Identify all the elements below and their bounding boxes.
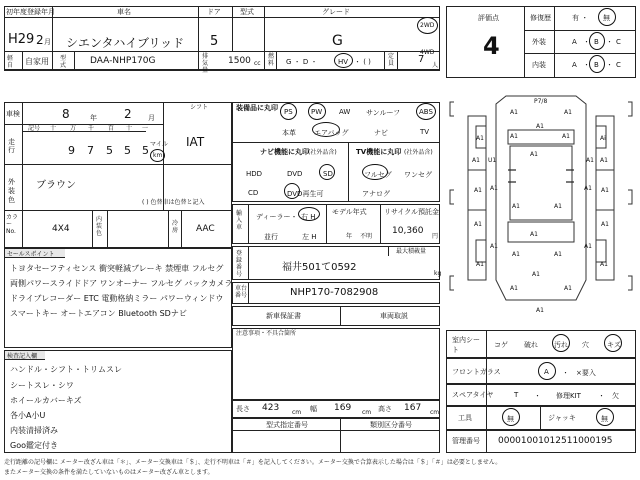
damage-mark: A1 xyxy=(474,221,482,228)
interior-color-label: 内装色 xyxy=(96,216,103,237)
score-label: 評価点 xyxy=(478,14,499,22)
sales-point-label: セールスポイント xyxy=(5,249,65,258)
recycle-label: リサイクル預託金 xyxy=(384,208,440,216)
color-label: 外装色 xyxy=(8,178,15,204)
spare-missing: 欠 xyxy=(612,392,619,400)
damage-mark: A1 xyxy=(564,109,572,116)
inspector-line: シートスレ・シワ xyxy=(10,381,74,390)
import-label: 輸入車 xyxy=(236,210,243,231)
odometer-label: 走行 xyxy=(8,138,15,154)
chassis-number: NHP170-7082908 xyxy=(290,287,379,298)
recycle: 10,360 xyxy=(392,226,424,236)
exterior-b: B xyxy=(594,38,599,46)
inspection-label: 車検 xyxy=(6,110,20,118)
repair-yes: 有 ・ xyxy=(572,14,589,22)
reg-date-label: 初年度登録年月 xyxy=(6,8,55,16)
height: 167 xyxy=(404,403,422,413)
interior-a: A xyxy=(572,61,577,69)
capacity-unit: 人 xyxy=(432,62,439,69)
score: 4 xyxy=(483,32,500,60)
damage-mark: A1 xyxy=(532,271,540,278)
footer-line2: またメーター交換の条件を満たしていないものはメーター改ざん車とします。 xyxy=(4,469,214,476)
damage-mark: A1 xyxy=(536,307,544,314)
tv-analog: アナログ xyxy=(362,190,390,198)
damage-mark: A1 xyxy=(584,185,592,192)
model-type: DAA-NHP170G xyxy=(90,56,156,66)
capacity-label: 定員 xyxy=(388,53,395,67)
repair-no: 無 xyxy=(603,14,610,22)
inspector-line: ハンドル・シフト・トリムスレ xyxy=(10,365,122,374)
damage-mark: A1 xyxy=(510,285,518,292)
color-note: ( ) 色替車は色替と記入 xyxy=(142,199,205,206)
jack-value: 無 xyxy=(601,415,608,423)
odo-digit: 7 xyxy=(87,144,94,157)
damage-mark: A1 xyxy=(586,157,594,164)
drive-4wd: 4WD xyxy=(420,49,435,56)
chassis-label: 車台番号 xyxy=(235,285,248,299)
inspection-year: 8 xyxy=(62,107,70,121)
notes-box xyxy=(232,328,440,400)
spare-t: T xyxy=(514,391,519,399)
interior-dot2: ・ xyxy=(606,61,613,69)
length-cm: cm xyxy=(292,409,302,416)
notes-label: 注意事項・不具合箇所 xyxy=(236,330,297,337)
damage-mark: P7/8 xyxy=(534,98,548,105)
nav-sd: SD xyxy=(323,170,333,178)
repair-label: 修復歴 xyxy=(530,14,551,22)
capacity: 7 xyxy=(418,54,425,65)
inspector-line: 内装清掃済み xyxy=(10,426,58,435)
odo-digit: 5 xyxy=(124,144,131,157)
spare-dot2: ・ xyxy=(598,392,605,400)
equip-airbag: エアバッグ xyxy=(314,129,349,137)
damage-mark: A1 xyxy=(512,251,520,258)
mgmt-label: 管理番号 xyxy=(452,437,480,445)
import-dealer: ディーラー・ xyxy=(256,213,298,221)
inspector-line: 各小A小U xyxy=(10,411,46,420)
drive-2wd: 2WD xyxy=(420,22,435,29)
odo-unit-km: km xyxy=(153,152,163,159)
odo-col-hyaku: 百 xyxy=(108,125,115,132)
equip-sunroof: サンルーフ xyxy=(366,109,401,117)
odo-col-sen: 千 xyxy=(88,125,95,132)
odo-col-juu: 十 xyxy=(126,125,133,132)
model-label: 型式 xyxy=(240,8,254,16)
equipment-label: 装備品に丸印 xyxy=(236,104,278,112)
exterior-c: C xyxy=(616,38,621,46)
reg-month: 2 xyxy=(36,33,44,47)
width-label: 幅 xyxy=(310,405,317,413)
width: 169 xyxy=(334,403,352,413)
damage-mark: A1 xyxy=(476,261,484,268)
cooling-value: AAC xyxy=(196,224,215,234)
seat-tear: 破れ xyxy=(524,341,538,349)
displacement: 1500 xyxy=(228,56,251,66)
odo-col-10man: 十 xyxy=(50,125,57,132)
fuel-options: G ・ D ・ xyxy=(286,58,318,66)
grade-label: グレード xyxy=(322,8,350,16)
damage-mark: A1 xyxy=(510,109,518,116)
tools-label: 工具 xyxy=(458,414,472,422)
tv-fullseg: フルセグ xyxy=(364,171,392,179)
odo-col-man: 万 xyxy=(70,125,77,132)
nav-sub: (社外品含) xyxy=(308,149,337,156)
nav-hdd: HDD xyxy=(246,170,263,178)
damage-mark: A1 xyxy=(600,261,608,268)
exterior-dot: ・ xyxy=(583,38,590,46)
usage: 自家用 xyxy=(25,57,49,66)
sales-point-line: ドライブレコーダー ETC 電動格納ミラー パワーウィンドウ xyxy=(10,294,224,303)
damage-mark: A1 xyxy=(554,203,562,210)
damage-mark: A1 xyxy=(601,221,609,228)
exterior-dot2: ・ xyxy=(606,38,613,46)
cc-unit: cc xyxy=(254,60,261,67)
nav-label: ナビ機能に丸印 xyxy=(260,148,309,156)
equip-abs: ABS xyxy=(419,108,433,116)
reg-month-unit: 月 xyxy=(44,38,51,46)
nav-dvd-play: DVD再生可 xyxy=(287,190,324,198)
registration-label: 登録番号 xyxy=(236,250,243,278)
damage-mark: A1 xyxy=(584,243,592,250)
fuel-extra: ・ ( ) xyxy=(354,58,371,66)
fuel-label: 燃料 xyxy=(268,53,275,67)
tv-label: TV機能に丸印 xyxy=(356,148,402,156)
handle-right: 右 H xyxy=(301,213,316,221)
seat-hole: 穴 xyxy=(582,341,589,349)
inspector-line: Goo鑑定付き xyxy=(10,441,58,450)
nav-cd: CD xyxy=(248,189,259,197)
tv-oneseg: ワンセグ xyxy=(404,171,432,179)
model-type-label: 型式 xyxy=(60,55,67,69)
equip-ps: PS xyxy=(284,108,293,116)
shift: IAT xyxy=(186,135,205,149)
car-rear-window xyxy=(508,222,574,242)
class-label: 類別区分番号 xyxy=(370,421,412,429)
odo-unit-mile: マイル xyxy=(150,141,168,148)
odo-digit: 5 xyxy=(142,144,149,157)
jack-label: ジャッキ xyxy=(548,414,576,422)
interior-b: B xyxy=(594,61,599,69)
seat-dirt: 汚れ xyxy=(554,341,568,349)
damage-mark: A1 xyxy=(512,203,520,210)
equip-pw: PW xyxy=(311,108,323,116)
sales-point-line: トヨタセーフティセンス 衝突軽減ブレーキ 禁煙車 フルセグ xyxy=(10,264,224,273)
sales-point-line: 両側パワースライドドア ワンオーナー フルセグ バックカメラ xyxy=(10,279,233,288)
seat-scratch: キズ xyxy=(607,341,621,349)
inspection-year-unit: 年 xyxy=(90,114,97,122)
height-label: 高さ xyxy=(378,405,392,413)
damage-mark: A1 xyxy=(510,133,518,140)
interior-label: 内装 xyxy=(532,61,546,69)
damage-mark: A1 xyxy=(601,187,609,194)
color-value: ブラウン xyxy=(36,180,76,191)
glass-a: A xyxy=(544,368,549,376)
car-name: シエンタハイブリッド xyxy=(66,36,185,50)
seat-label: 室内シート xyxy=(452,336,480,354)
displacement-label: 排気量 xyxy=(202,53,209,74)
grade: G xyxy=(332,33,343,49)
damage-mark: A1 xyxy=(490,185,498,192)
glass-label: フロントガラス xyxy=(452,368,501,376)
shift-label: シフト xyxy=(190,104,209,111)
mgmt-number: 00001001012511000195 xyxy=(498,436,613,446)
odo-col-ichi: 一 xyxy=(142,125,149,132)
damage-mark: A1 xyxy=(564,285,572,292)
model-year-unknown: 不明 xyxy=(360,233,373,240)
drive-value: 4X4 xyxy=(52,224,70,234)
damage-mark: A1 xyxy=(600,157,608,164)
sales-point-line: スマートキー オートエアコン Bluetooth SDナビ xyxy=(10,309,187,318)
cooling-label: 冷房 xyxy=(172,220,179,234)
inspector-line: ホイールカバーキズ xyxy=(10,396,82,405)
fuel-hv: HV xyxy=(338,58,349,66)
yen: 円 xyxy=(432,233,439,240)
height-cm: cm xyxy=(430,409,440,416)
inspection-month-unit: 月 xyxy=(148,114,155,122)
interior-c: C xyxy=(616,61,621,69)
damage-mark: A1 xyxy=(474,187,482,194)
damage-mark: A1 xyxy=(562,133,570,140)
inspection-month: 2 xyxy=(124,107,132,121)
damage-mark: A1 xyxy=(530,231,538,238)
reg-year: H29 xyxy=(8,32,35,47)
width-cm: cm xyxy=(362,409,372,416)
warranty-box xyxy=(232,306,440,326)
wheel-rl xyxy=(476,240,486,262)
kei-label: 軽自 xyxy=(7,55,14,69)
model-year-unit: 年 xyxy=(346,233,353,240)
length: 423 xyxy=(262,403,280,413)
damage-mark: U1 xyxy=(488,157,497,164)
tv-sub: (社外品含) xyxy=(404,149,433,156)
odo-digit: 5 xyxy=(106,144,113,157)
nav-dvd: DVD xyxy=(287,170,303,178)
length-label: 長さ xyxy=(236,405,250,413)
damage-mark: A1 xyxy=(490,243,498,250)
door-label: ドア xyxy=(207,8,221,16)
damage-mark: A1 xyxy=(476,135,484,142)
seat-burn: コゲ xyxy=(494,341,508,349)
interior-dot: ・ xyxy=(583,61,590,69)
glass-replace: ×要入 xyxy=(576,369,596,377)
wheel-rr xyxy=(596,240,606,262)
equip-tv: TV xyxy=(420,128,430,136)
odo-col-symbol: 記号 xyxy=(28,125,41,132)
color-code-label: カラー No. xyxy=(6,214,19,235)
car-name-label: 車名 xyxy=(117,8,131,16)
spare-label: スペアタイヤ xyxy=(452,391,494,399)
registration-number: 福井501て0592 xyxy=(282,262,357,273)
equip-navi: ナビ xyxy=(374,129,388,137)
equip-leather: 本革 xyxy=(282,129,296,137)
car-diagram xyxy=(446,80,636,326)
import-parallel: 並行 xyxy=(264,233,278,241)
model-year-label: モデル年式 xyxy=(332,208,367,216)
damage-mark: A1 xyxy=(530,151,538,158)
spare-kit: 修理KIT xyxy=(556,392,581,400)
max-load-kg: kg xyxy=(434,270,442,277)
new-car-warranty: 新車保証書 xyxy=(266,312,301,320)
odo-digit: 9 xyxy=(68,144,75,157)
type-label: 型式指定番号 xyxy=(266,421,308,429)
vehicle-manual: 車両取説 xyxy=(380,312,408,320)
handle-left: 左 H xyxy=(302,233,317,241)
inspector-label: 検査記入欄 xyxy=(5,351,45,360)
equip-aw: AW xyxy=(339,108,351,116)
damage-mark: A1 xyxy=(536,123,544,130)
damage-mark: A1 xyxy=(554,251,562,258)
tools-value: 無 xyxy=(507,415,514,423)
max-load-label: 最大積載量 xyxy=(396,248,427,255)
footer-line1: 走行距離の記号欄に メーター改ざん車は「＊」、メーター交換車は「＄」、走行不明車は「＃」を記入してください。メーター交換で合算表示した場合は「＄」「＃」は必要としません。 xyxy=(4,459,502,466)
exterior-a: A xyxy=(572,38,577,46)
spare-dot: ・ xyxy=(534,392,541,400)
damage-mark: A1 xyxy=(472,157,480,164)
exterior-label: 外装 xyxy=(532,38,546,46)
glass-dot: ・ xyxy=(562,369,569,377)
doors: 5 xyxy=(210,34,219,49)
damage-mark: Ai xyxy=(600,135,606,142)
